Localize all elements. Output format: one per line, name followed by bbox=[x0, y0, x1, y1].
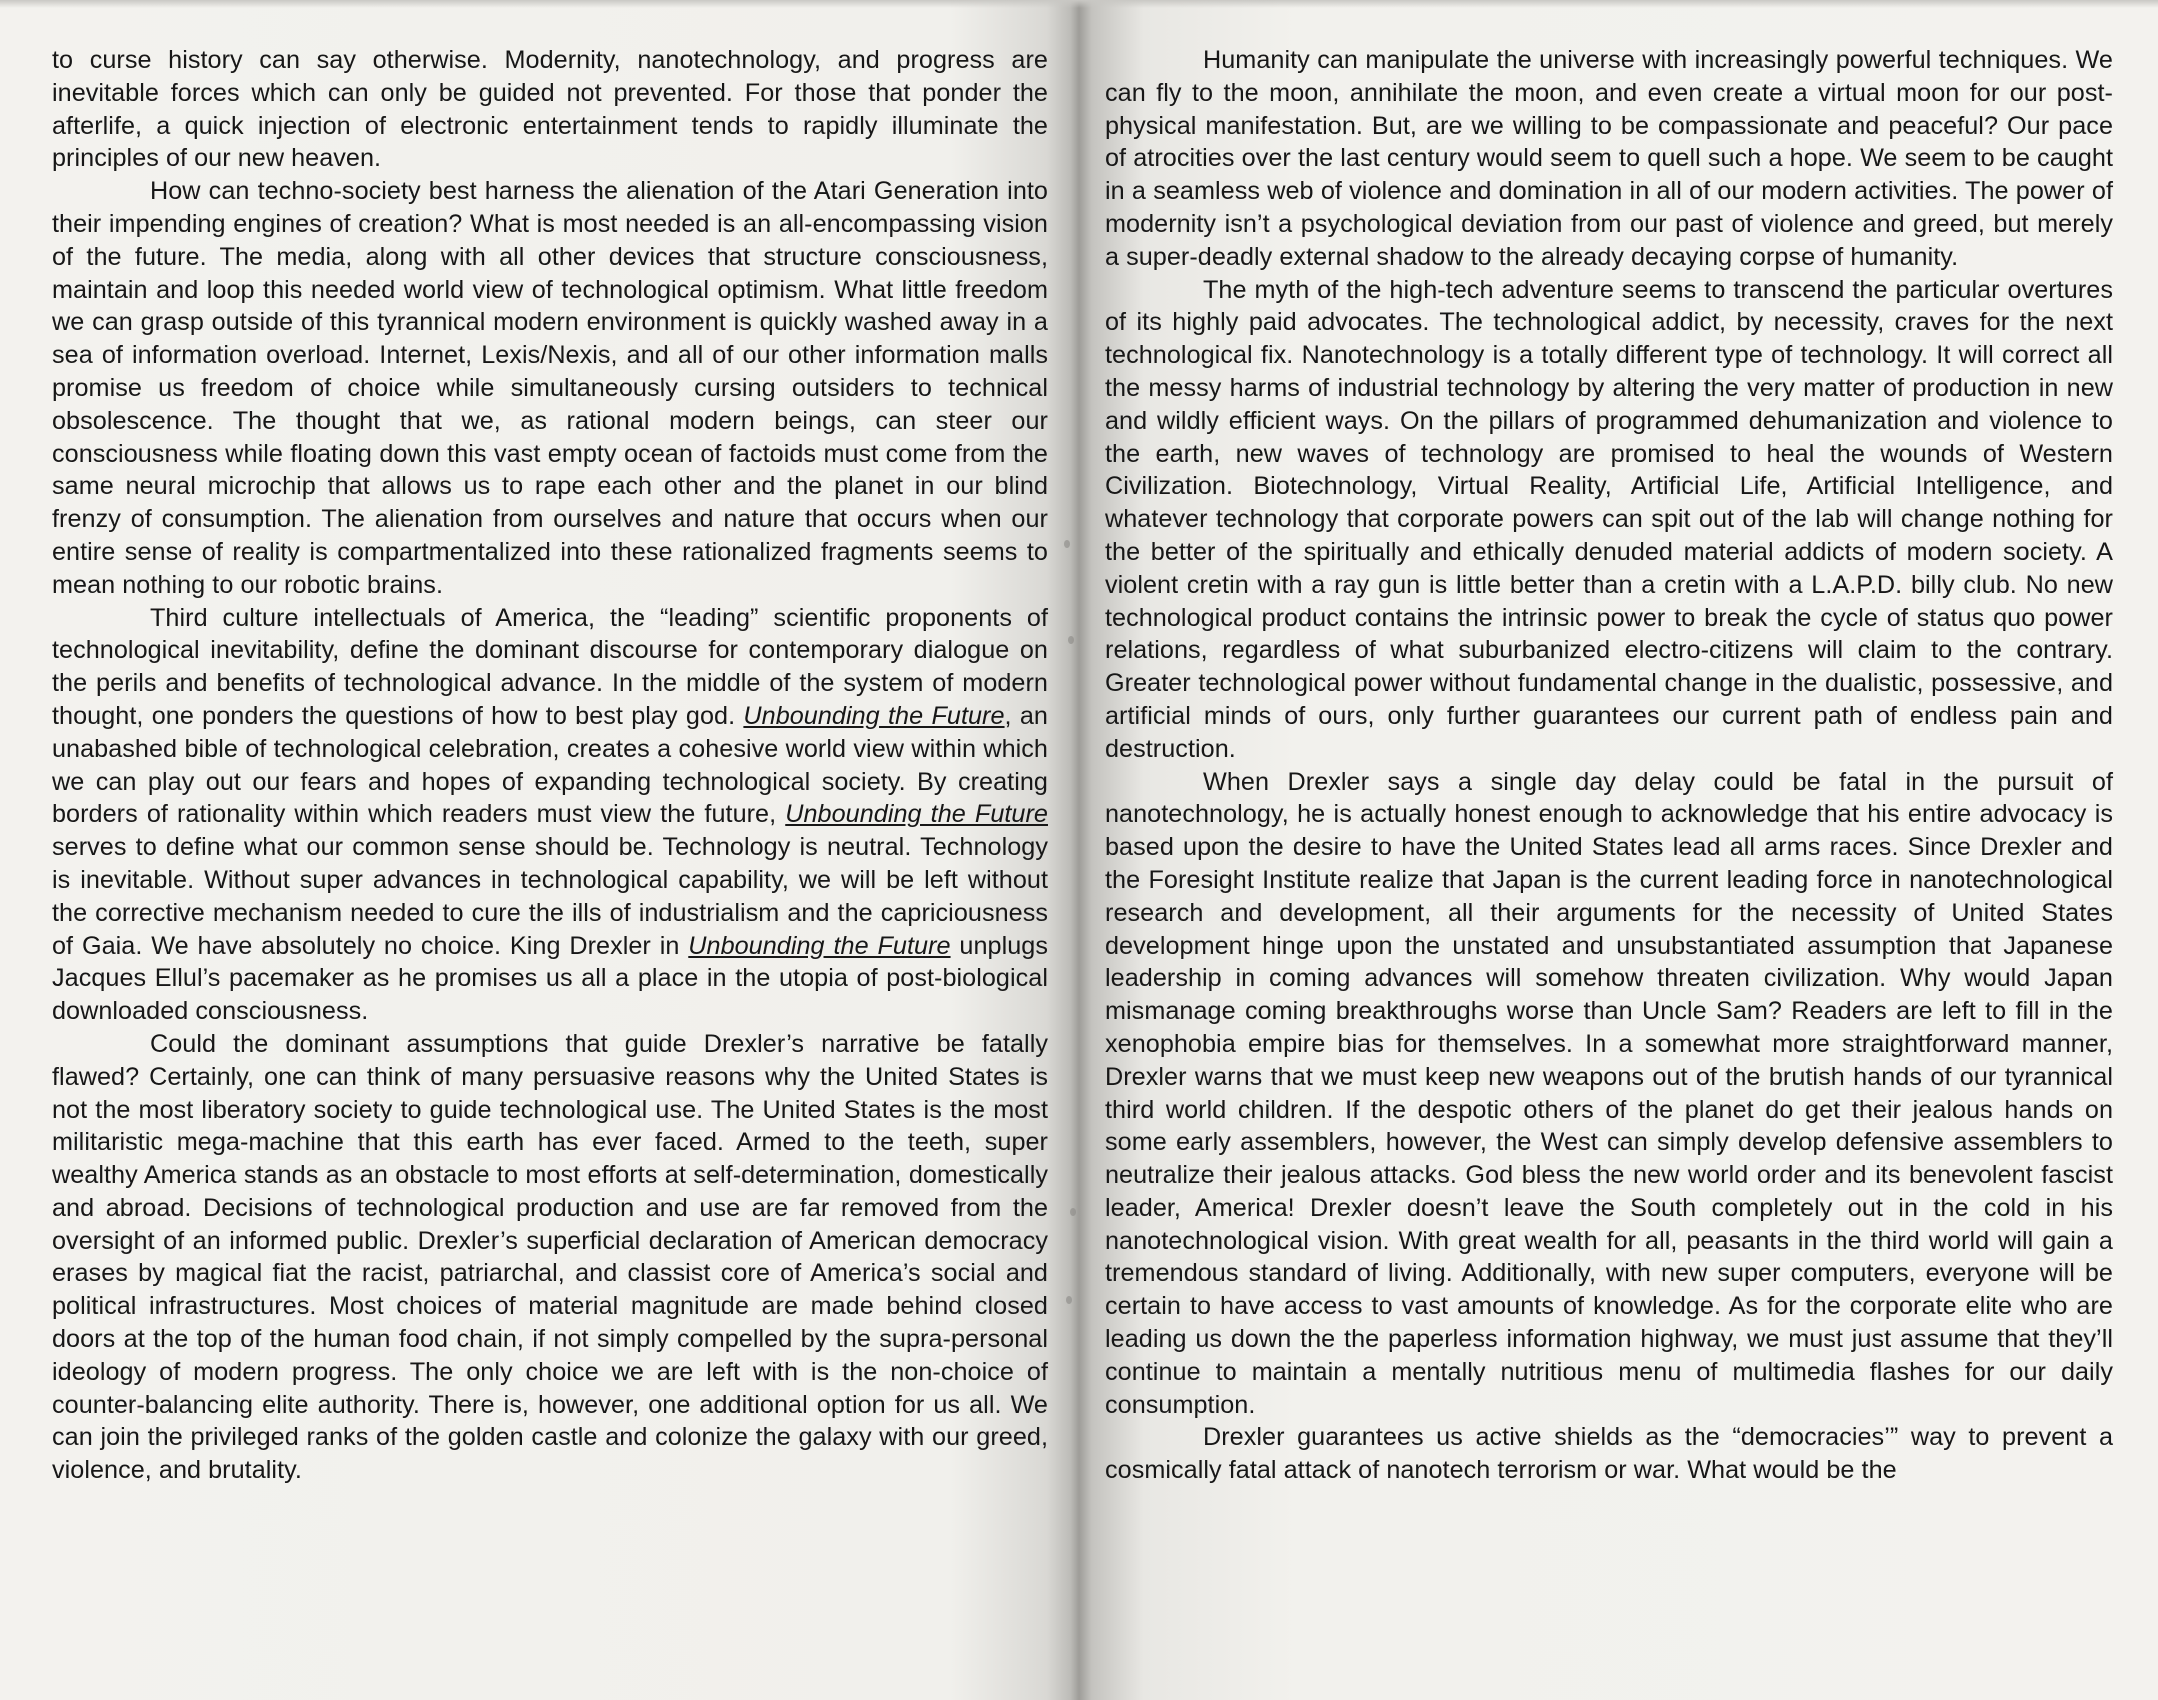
binding-speck bbox=[1064, 540, 1070, 548]
right-paragraph-4: Drexler guarantees us active shields as the “democracies’” way to prevent a cosmically fatal attack of nanotech terrorism or war. What would be the bbox=[1105, 1423, 2113, 1485]
book-title-reference: Unbounding the Future bbox=[688, 931, 951, 960]
right-page bbox=[1105, 44, 2113, 1487]
binding-speck bbox=[1070, 1208, 1076, 1216]
binding-speck bbox=[1066, 1296, 1072, 1304]
right-paragraph-2: The myth of the high-tech adventure seems to transcend the particular overtures of its highly paid advocates. The technological addict, by necessity, craves for the next technological fix. Nanotechnology is a totally different type of technology. It will correct all the messy harms of industrial technology by altering the very matter of production in new and wildly efficient ways. On the pillars of programmed dehumanization and violence to the earth, new waves of technology are promised to heal the wounds of Western Civilization. Biotechnology, Virtual Reality, Artificial Life, Artificial Intelligence, and whatever technology that corporate powers can spit out of the lab will change nothing for the better of the spiritually and ethically denuded material addicts of modern society. A violent cretin with a ray gun is little better than a cretin with a L.A.P.D. billy club. No new technological product contains the intrinsic power to break the cycle of status quo power relations, regardless of what suburbanized electro-citizens will claim to the contrary. Greater technological power without fundamental change in the dualistic, possessive, and artificial minds of ours, only further guarantees our current path of endless pain and destruction. bbox=[1105, 275, 2113, 763]
left-paragraph-3-text-a: Third culture intellectuals of America, the “leading” scientific proponents of technological inevitability, define the dominant discourse for contemporary dialogue on the perils and benefits of technological advance. In the middle of the system of modern thought, one ponders the questions of how to best play god. bbox=[52, 603, 1048, 730]
left-paragraph-3-text-d: unplugs Jacques Ellul’s pacemaker as he promises us all a place in the utopia of post-biological downloaded consciousness. bbox=[52, 931, 1048, 1026]
book-title-reference: Unbounding the Future bbox=[743, 701, 1005, 730]
page-top-shadow bbox=[0, 0, 2158, 8]
left-paragraph-1: to curse history can say otherwise. Modernity, nanotechnology, and progress are inevitable forces which can only be guided not prevented. For those that ponder the afterlife, a quick injection of electronic entertainment tends to rapidly illuminate the principles of our new heaven. bbox=[52, 46, 1048, 173]
left-paragraph-3-text-b: , an unabashed bible of technological celebration, creates a cohesive world view within which we can play out our fears and hopes of expanding technological society. By creating borders of rationality within which readers must view the future, bbox=[52, 701, 1048, 829]
left-paragraph-3-text-c: serves to define what our common sense should be. Technology is neutral. Technology is inevitable. Without super advances in technological capability, we will be left without the corrective mechanism needed to cure the ills of industrialism and the capriciousness of Gaia. We have absolutely no choice. King Drexler in bbox=[52, 833, 1048, 960]
left-paragraph-2: How can techno-society best harness the alienation of the Atari Generation into their impending engines of creation? What is most needed is an all-encompassing vision of the future. The media, along with all other devices that structure consciousness, maintain and loop this needed world view of technological optimism. What little freedom we can grasp outside of this tyrannical modern environment is quickly washed away in a sea of information overload. Internet, Lexis/Nexis, and all of our other information malls promise us freedom of choice while simultaneously cursing outsiders to technical obsolescence. The thought that we, as rational modern beings, can steer our consciousness while floating down this vast empty ocean of factoids must come from the same neural microchip that allows us to rape each other and the planet in our blind frenzy of consumption. The alienation from ourselves and nature that occurs when our entire sense of reality is compartmentalized into these rationalized fragments seems to mean nothing to our robotic brains. bbox=[52, 177, 1048, 599]
left-paragraph-3 bbox=[52, 602, 1048, 1028]
left-page bbox=[52, 44, 1048, 1487]
book-title-reference: Unbounding the Future bbox=[785, 800, 1048, 829]
right-paragraph-1: Humanity can manipulate the universe with increasingly powerful techniques. We can fly to the moon, annihilate the moon, and even create a virtual moon for our post-physical manifestation. But, are we willing to be compassionate and peaceful? Our pace of atrocities over the last century would seem to quell such a hope. We seem to be caught in a seamless web of violence and domination in all of our modern activities. The power of modernity isn’t a psychological deviation from our past of violence and greed, but merely a super-deadly external shadow to the already decaying corpse of humanity. bbox=[1105, 46, 2113, 271]
binding-speck bbox=[1068, 636, 1074, 644]
left-paragraph-4: Could the dominant assumptions that guide Drexler’s narrative be fatally flawed? Certainly, one can think of many persuasive reasons why the United States is not the most liberatory society to guide technological use. The United States is the most militaristic mega-machine that this earth has ever faced. Armed to the teeth, super wealthy America stands as an obstacle to most efforts at self-determination, domestically and abroad. Decisions of technological production and use are far removed from the oversight of an informed public. Drexler’s superficial declaration of American democracy erases by magical fiat the racist, patriarchal, and classist core of America’s social and political infrastructures. Most choices of material magnitude are made behind closed doors at the top of the human food chain, if not simply compelled by the supra-personal ideology of modern progress. The only choice we are left with is the non-choice of counter-balancing elite authority. There is, however, one additional option for us all. We can join the privileged ranks of the golden castle and colonize the galaxy with our greed, violence, and brutality. bbox=[52, 1029, 1048, 1485]
right-paragraph-3: When Drexler says a single day delay could be fatal in the pursuit of nanotechnology, he is actually honest enough to acknowledge that his entire advocacy is based upon the desire to have the United States lead all arms races. Since Drexler and the Foresight Institute realize that Japan is the current leading force in nanotechnological research and development, all their arguments for the necessity of United States development hinge upon the unstated and unsubstantiated assumption that Japanese leadership in coming advances will somehow threaten civilization. Why would Japan mismanage coming breakthroughs worse than Uncle Sam? Readers are left to fill in the xenophobia empire bias for themselves. In a somewhat more straightforward manner, Drexler warns that we must keep new weapons out of the brutish hands of our tyrannical third world children. If the despotic others of the planet do get their jealous hands on some early assemblers, however, the West can simply develop defensive assemblers to neutralize their jealous attacks. God bless the new world order and its benevolent fascist leader, America! Drexler doesn’t leave the South completely out in the cold in his nanotechnological vision. With great wealth for all, peasants in the third world will gain a tremendous standard of living. Additionally, with new super computers, everyone will be certain to have access to vast amounts of knowledge. As for the corporate elite who are leading us down the the paperless information highway, we must just assume that they’ll continue to maintain a mentally nutritious menu of multimedia flashes for our daily consumption. bbox=[1105, 767, 2113, 1419]
